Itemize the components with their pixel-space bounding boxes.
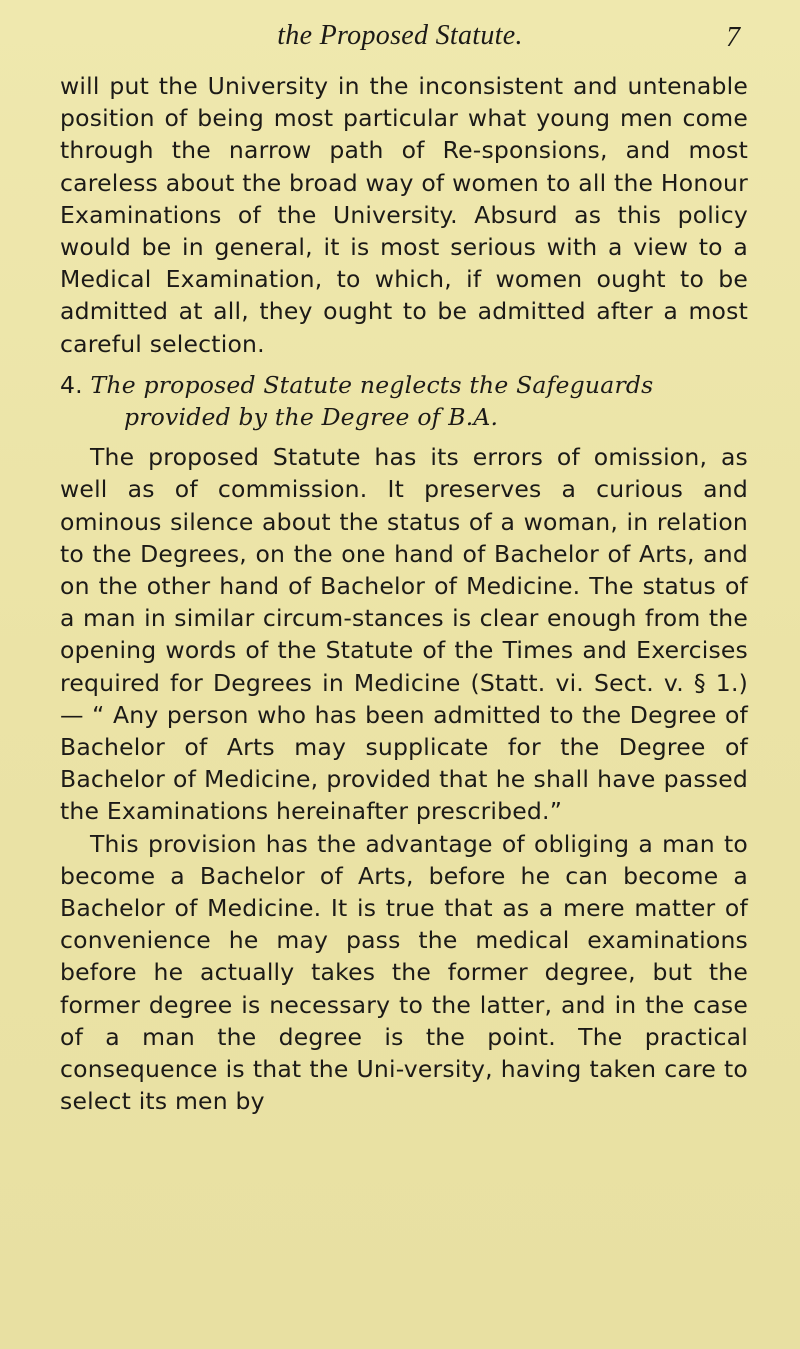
paragraph-1: will put the University in the inconsistent and untenable position of being most particular what young men come through the narrow path of Re-sponsions, and most careless about the broad way of women to all the Honour Examinations of the University. Absurd as this policy would be in general, it is most serious with a view to a Medical Examination, to which, if women ought to be admitted at all, they ought to be admitted after a most careful selection. [60,72,748,358]
running-head [60,16,740,56]
body-text [60,70,748,1118]
section-4-heading [60,369,748,433]
page-number: 7 [726,22,740,53]
running-title: the Proposed Statute. [277,20,523,51]
paragraph-3: This provision has the advantage of obliging a man to become a Bachelor of Arts, before he can become a Bachelor of Medicine. It is true that as a mere matter of convenience he may pass the medical examinations before he actually takes the former degree, but the former degree is necessary to the latter, and in the case of a man the degree is the point. The practical consequence is that the Uni-versity, having taken care to select its men by [60,829,748,1116]
section-title-line-2: provided by the Degree of B.A. [124,403,499,432]
section-number: 4. [60,370,83,399]
section-title-line-1: The proposed Statute neglects the Safeguards [90,370,654,399]
paragraph-2: The proposed Statute has its errors of omission, as well as of commission. It preserves a curious and ominous silence about the status of a woman, in relation to the Degrees, on the one hand of Bachelor of Arts, and on the other hand of Bachelor of Medicine. The status of a man in similar circum-stances is clear enough from the opening words of the Statute of the Times and Exercises required for Degrees in Medicine (Statt. vi. Sect. v. § 1.)— “ Any person who has been admitted to the Degree of Bachelor of Arts may supplicate for the Degree of Bachelor of Medicine, provided that he shall have passed the Examinations hereinafter prescribed.” [60,443,748,826]
